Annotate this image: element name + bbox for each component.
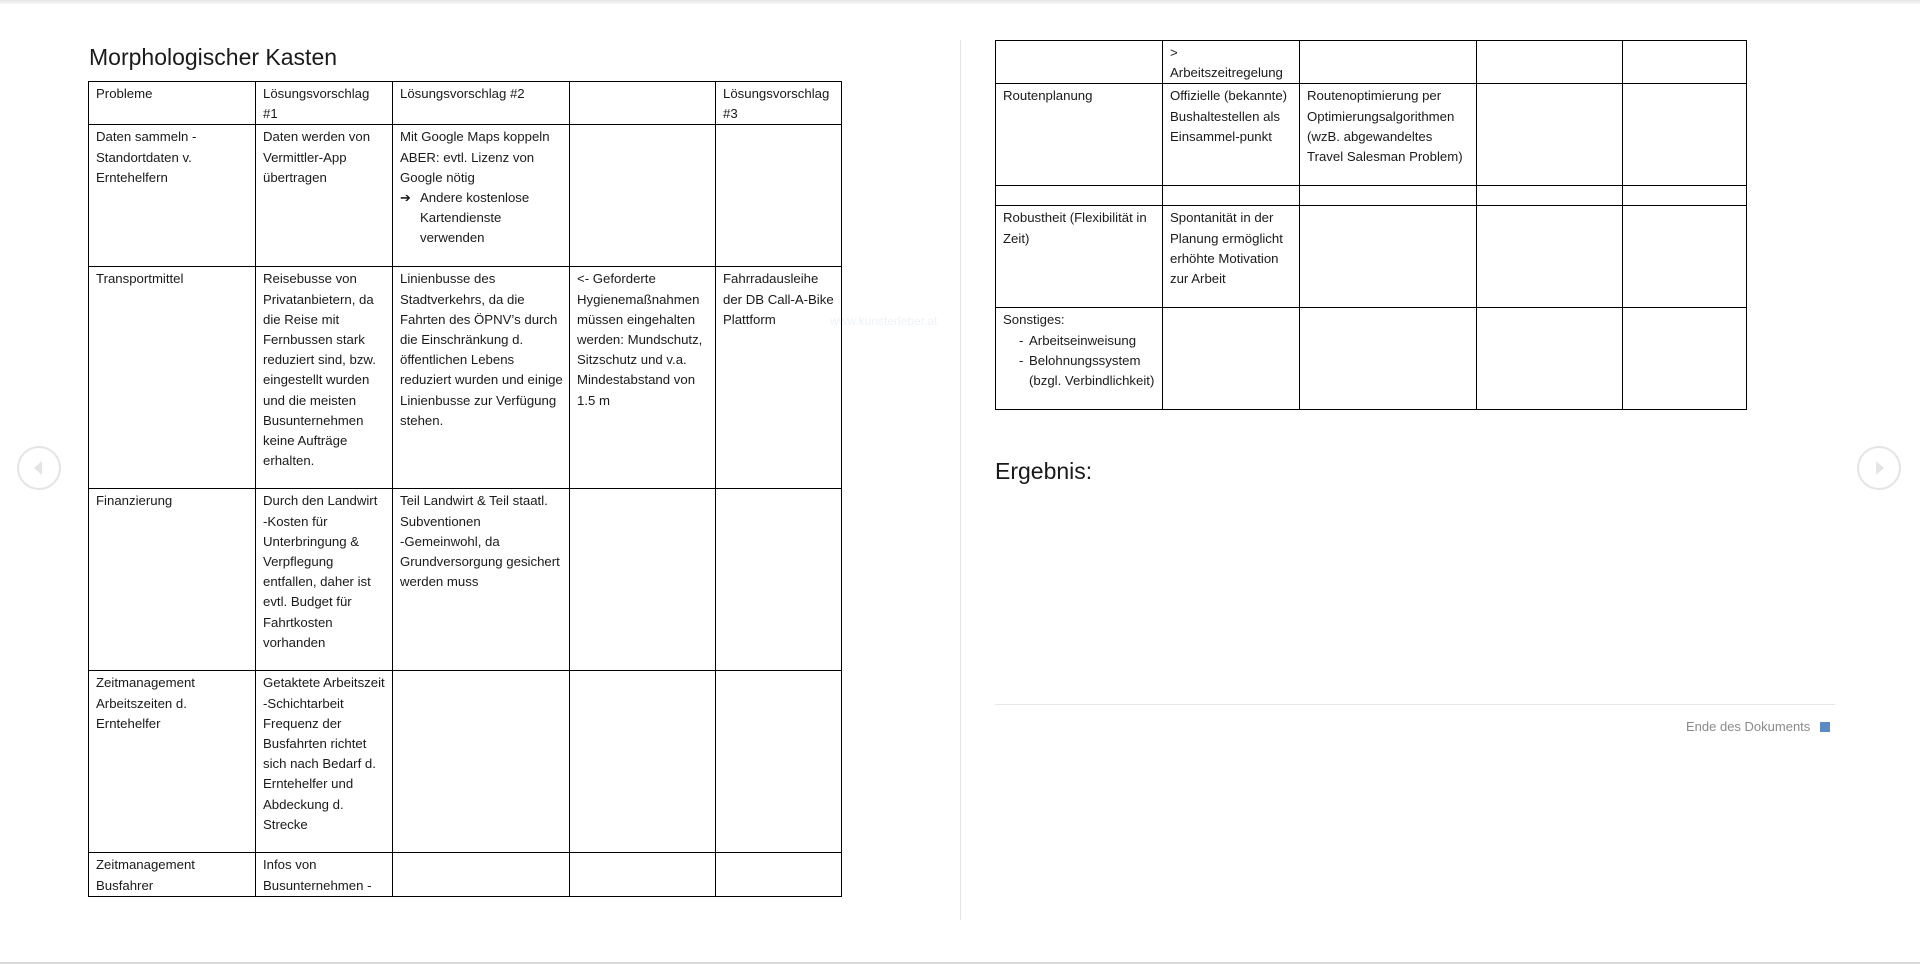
solution-cell: Infos von Busunternehmen - [256, 853, 393, 896]
solution-cell: <- Geforderte Hygienemaßnahmen müssen eingehalten werden: Mundschutz, Sitzschutz und v.a. Mindestabstand von 1.5 m [570, 267, 716, 489]
solution-cell [1300, 206, 1477, 308]
solution-cell [1163, 41, 1300, 84]
problem-cell [996, 308, 1163, 410]
previous-page-button[interactable] [17, 446, 61, 490]
page-right [995, 40, 1875, 410]
cell-line: -Gemeinwohl, da Grundversorgung gesichert werden muss [400, 533, 560, 590]
solution-cell: Offizielle (bekannte) Bushaltestellen als Einsammel-punkt [1163, 84, 1300, 186]
header-cell: Lösungsvorschlag #2 [393, 82, 570, 125]
solution-cell [716, 671, 842, 853]
cell-line: Mit Google Maps koppeln [400, 129, 550, 145]
solution-cell [1477, 186, 1623, 206]
solution-cell [1623, 41, 1747, 84]
solution-cell [393, 489, 570, 671]
table-row [996, 206, 1747, 308]
cell-line: Durch den Landwirt [263, 493, 378, 509]
problem-cell [996, 41, 1163, 84]
solution-cell: Spontanität in der Planung ermöglicht erhöhte Motivation zur Arbeit [1163, 206, 1300, 308]
problem-cell [89, 853, 256, 896]
solution-cell [1623, 206, 1747, 308]
solution-cell [570, 853, 716, 896]
table-header-row [89, 82, 842, 125]
solution-cell [256, 489, 393, 671]
table-row [89, 671, 842, 853]
page-divider [960, 40, 961, 920]
cell-line: Sonstiges: [1003, 312, 1065, 328]
solution-cell [1300, 308, 1477, 410]
watermark: www.kunsterleber.at [830, 314, 938, 328]
header-cell: Probleme [89, 82, 256, 125]
list-item-label: Belohnungssystem (bzgl. Verbindlichkeit) [1029, 352, 1155, 389]
table-row [89, 489, 842, 671]
cell-line: Zeitmanagement [96, 857, 195, 873]
problem-cell: Finanzierung [89, 489, 256, 671]
header-cell: Lösungsvorschlag #3 [716, 82, 842, 125]
cell-line: -Kosten für Unterbringung & Verpflegung entfallen, daher ist evtl. Budget für Fahrtkosten vorhanden [263, 513, 371, 650]
problem-cell: Transportmittel [89, 267, 256, 489]
list-item-label: Arbeitseinweisung [1029, 332, 1137, 348]
arrow-item [400, 188, 563, 249]
solution-cell: Daten werden von Vermittler-App übertragen [256, 125, 393, 267]
solution-cell [1477, 84, 1623, 186]
solution-cell [1300, 186, 1477, 206]
solution-cell [570, 671, 716, 853]
cell-line: Busfahrer [96, 877, 154, 893]
solution-cell [1623, 308, 1747, 410]
solution-cell [1623, 186, 1747, 206]
cell-line: Frequenz der Busfahrten richtet sich nach Bedarf d. Erntehelfer und Abdeckung d. Strecke [263, 715, 376, 832]
solution-cell [1477, 41, 1623, 84]
cell-line: ABER: evtl. Lizenz von Google nötig [400, 149, 535, 185]
end-of-document-label: Ende des Dokuments [1686, 719, 1811, 734]
solution-cell [1477, 206, 1623, 308]
cell-line: Zeitmanagement [96, 675, 195, 691]
solution-cell [570, 489, 716, 671]
solution-cell [716, 489, 842, 671]
solution-cell [393, 853, 570, 896]
solution-cell: Linienbusse des Stadtverkehrs, da die Fahrten des ÖPNV’s durch die Einschränkung d. öffentlichen Lebens reduziert wurden und einige Linienbusse zur Verfügung stehen. [393, 267, 570, 489]
solution-cell [1163, 186, 1300, 206]
table-row [89, 853, 842, 896]
document-title: Morphologischer Kasten [89, 44, 338, 70]
chevron-right-icon [1869, 458, 1889, 478]
solution-cell [716, 125, 842, 267]
end-divider [995, 704, 1835, 705]
cell-line: Arbeitszeitregelung [1170, 65, 1283, 81]
cell-line: Andere kostenlose Kartendienste verwenden [420, 190, 530, 246]
solution-cell [1623, 84, 1747, 186]
solution-cell [393, 671, 570, 853]
solution-cell [716, 853, 842, 896]
solution-cell [1163, 308, 1300, 410]
cell-line: Teil Landwirt & Teil staatl. Subventionen [400, 493, 548, 529]
morphological-table-continued [995, 40, 1747, 410]
next-page-button[interactable] [1857, 446, 1901, 490]
table-row [89, 267, 842, 489]
solution-cell [1300, 41, 1477, 84]
cell-line: Getaktete Arbeitszeit [263, 675, 385, 691]
problem-cell: Daten sammeln - Standortdaten v. Erntehelfern [89, 125, 256, 267]
table-row [996, 308, 1747, 410]
morphological-table [88, 81, 842, 897]
solution-cell [256, 671, 393, 853]
cell-line: > [1170, 45, 1178, 60]
table-row [996, 41, 1747, 84]
solution-cell [570, 125, 716, 267]
table-row [89, 125, 842, 267]
page-left [88, 40, 948, 897]
problem-cell: Robustheit (Flexibilität in Zeit) [996, 206, 1163, 308]
list-item: - Arbeitseinweisung [1019, 332, 1137, 348]
cell-line: Arbeitszeiten d. Erntehelfer [96, 695, 187, 731]
solution-cell [393, 125, 570, 267]
solution-cell: Fahrradausleihe der DB Call-A-Bike Plattform [716, 267, 842, 489]
header-cell [570, 82, 716, 125]
problem-cell [89, 671, 256, 853]
bullet-list [1003, 331, 1156, 392]
top-shadow-bar [0, 0, 1920, 4]
result-heading: Ergebnis: [995, 458, 1093, 484]
problem-cell [996, 186, 1163, 206]
solution-cell: Routenoptimierung per Optimierungsalgorithmen (wzB. abgewandeltes Travel Salesman Problem) [1300, 84, 1477, 186]
solution-cell [1477, 308, 1623, 410]
cell-line: -Schichtarbeit [263, 695, 344, 711]
header-cell: Lösungsvorschlag #1 [256, 82, 393, 125]
table-row [996, 84, 1747, 186]
table-row [996, 186, 1747, 206]
arrow-right-icon: ➔ [400, 190, 411, 206]
solution-cell: Reisebusse von Privatanbietern, da die Reise mit Fernbussen stark reduziert sind, bzw. eingestellt wurden und die meisten Busunternehmen keine Aufträge erhalten. [256, 267, 393, 489]
chevron-left-icon [29, 458, 49, 478]
list-item: - Belohnungssystem (bzgl. Verbindlichkeit) [1019, 352, 1155, 389]
end-marker-icon [1820, 722, 1830, 732]
problem-cell: Routenplanung [996, 84, 1163, 186]
